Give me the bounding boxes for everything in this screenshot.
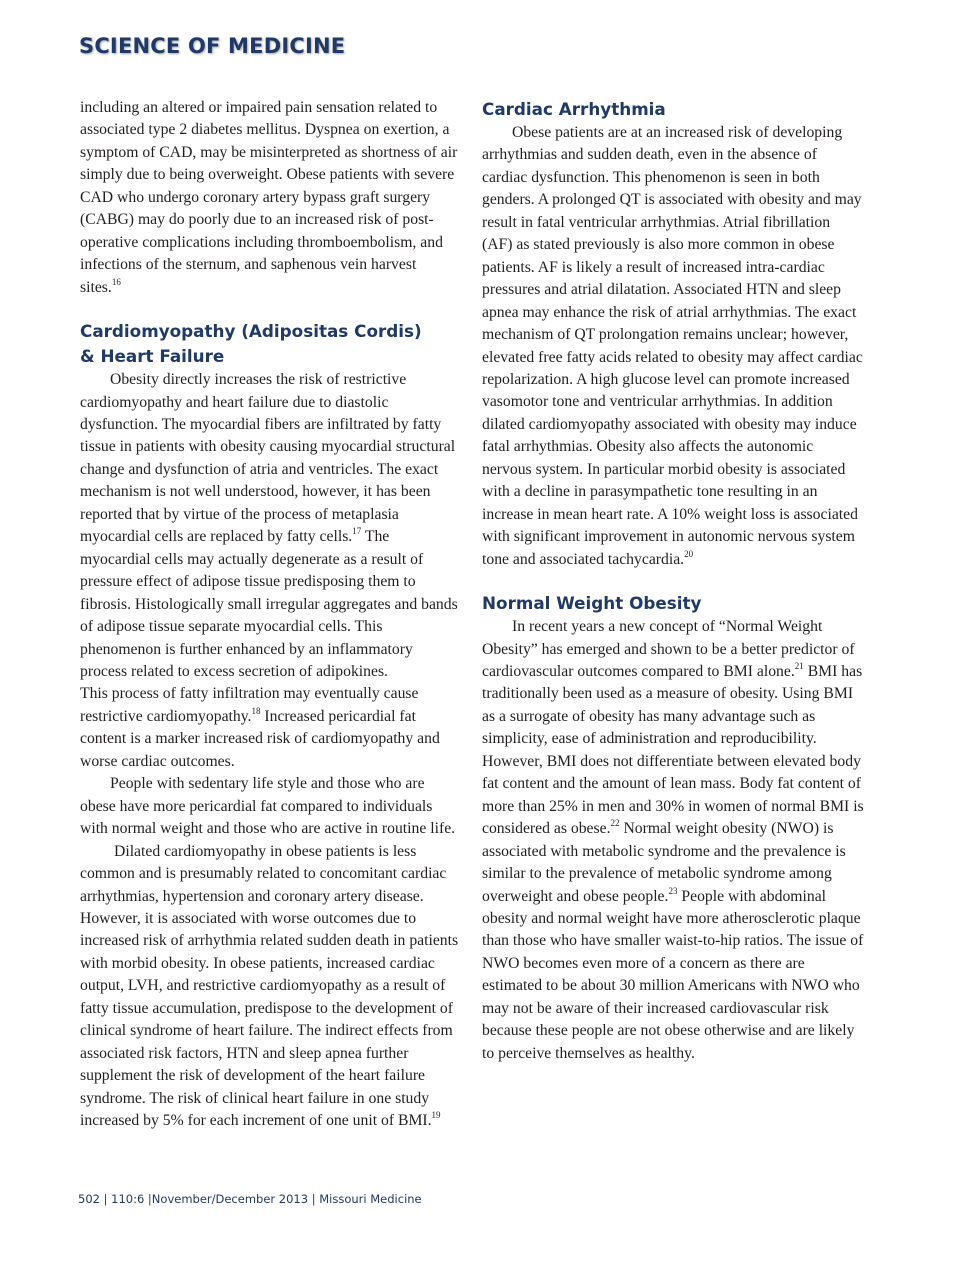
section-heading-arrhythmia: Cardiac Arrhythmia [482, 99, 666, 119]
paragraph-normal-weight-obesity: In recent years a new concept of “Normal Weight Obesity” has emerged and shown to be a better predictor of cardiovascular outcomes compared to BMI alone.$^{21}$ BMI has traditionally been used as a measure of obesity. Using BMI as a surrogate of obesity has many advantage such as simplicity, ease of administration and reproducibility. However, BMI does not differentiate between elevated body fat content and the amount of lean mass. Body fat content of more than 25% in men and 30% in women of normal BMI is considered as obese.$^{22}$ Normal weight obesity (NWO) is associated with metabolic syndrome and the prevalence is similar to the prevalence of metabolic syndrome among overweight and obese people.$^{23}$ People with abdominal obesity and normal weight have more atherosclerotic plaque than those who have smaller waist-to-hip ratios. The issue of NWO becomes even more of a concern as there are estimated to be about 30 million Americans with NWO who may not be aware of their increased cardiovascular risk because these people are not obese otherwise and are likely to perceive themselves as healthy. [482, 618, 864, 1062]
citation-16: 16 [111, 276, 121, 287]
section-heading-normal-weight-obesity: Normal Weight Obesity [482, 593, 702, 614]
paragraph-cad-continued: including an altered or impaired pain sensation related to associated type 2 diabetes mellitus. Dyspnea on exertion, a symptom of CAD, may be misinterpreted as shortness of air simply due to being overweight. Obese patients with severe CAD who undergo coronary artery bypass graft surgery (CABG) may do poorly due to an increased risk of post-operative complications including thromboembolism, and infections of the sternum, and saphenous vein harvest sites.$^{16}$ [80, 99, 458, 296]
citation-23: 23 [668, 885, 678, 896]
citation-22: 22 [610, 818, 620, 829]
paragraph-arrhythmia: Obese patients are at an increased risk of developing arrhythmias and sudden death, even in the absence of cardiac dysfunction. This phenomenon is seen in both genders. A prolonged QT is associated with obesity and may result in fatal ventricular arrhythmias. Atrial fibrillation (AF) as stated previously is also more common in obese patients. AF is likely a result of increased intra-cardiac pressures and atrial dilatation. Associated HTN and sleep apnea may enhance the risk of atrial arrhythmias. The exact mechanism of QT prolongation remains unclear; however, elevated free fatty acids related to obesity may affect cardiac repolarization. A high glucose level can promote increased vasomotor tone and ventricular arrhythmias. In addition dilated cardiomyopathy associated with obesity may induce fatal arrhythmias. Obesity also affects the autonomic nervous system. In particular morbid obesity is associated with a decline in parasympathetic tone resulting in an increase in mean heart rate. A 10% weight loss is associated with significant improvement in autonomic nervous system tone and associated tachycardia.$^{20}$ [482, 124, 863, 568]
paragraph-cardiomyopathy-1: Obesity directly increases the risk of restrictive cardiomyopathy and heart failure due to diastolic dysfunction. The myocardial fibers are infiltrated by fatty tissue in patients with obesity causing myocardial structural change and dysfunction of atria and ventricles. The exact mechanism is not well understood, however, it has been reported that by virtue of the process of metaplasia myocardial cells are replaced by fatty cells.$^{17}$ The myocardial cells may actually degenerate as a result of pressure effect of adipose tissue predisposing them to fibrosis. Histologically small irregular aggregates and bands of adipose tissue separate myocardial cells. This phenomenon is further enhanced by an inflammatory process related to excess secretion of adipokines. [80, 371, 458, 680]
left-column [80, 97, 460, 1132]
citation-17: 17 [352, 526, 362, 537]
right-column [482, 97, 864, 1065]
paragraph-cardiomyopathy-2: This process of fatty infiltration may eventually cause restrictive cardiomyopathy.$^{18}$ Increased pericardial fat content is a marker increased risk of cardiomyopathy and worse cardiac outcomes. [80, 685, 440, 770]
citation-20: 20 [684, 548, 694, 559]
paragraph-sedentary: People with sedentary life style and those who are obese have more pericardial fat compared to individuals with normal weight and those who are active in routine life. [80, 775, 456, 838]
paragraph-dilated-cardiomyopathy: Dilated cardiomyopathy in obese patients is less common and is presumably related to concomitant cardiac arrhythmias, hypertension and coronary artery disease. However, it is associated with worse outcomes due to increased risk of arrhythmia related sudden death in patients with morbid obesity. In obese patients, increased cardiac output, LVH, and restrictive cardiomyopathy as a result of fatty tissue accumulation, predispose to the development of clinical syndrome of heart failure. The indirect effects from associated risk factors, HTN and sleep apnea further supplement the risk of development of the heart failure syndrome. The risk of clinical heart failure in one study increased by 5% for each increment of one unit of BMI.$^{19}$ [80, 842, 459, 1130]
citation-18: 18 [251, 705, 261, 716]
running-head: SCIENCE OF MEDICINE [79, 34, 346, 58]
citation-21: 21 [794, 660, 804, 671]
citation-19: 19 [431, 1110, 441, 1121]
section-heading-cardiomyopathy: Cardiomyopathy (Adipositas Cordis) & Heart Failure [80, 321, 422, 367]
page-footer: 502 | 110:6 |November/December 2013 | Missouri Medicine [78, 1192, 422, 1206]
